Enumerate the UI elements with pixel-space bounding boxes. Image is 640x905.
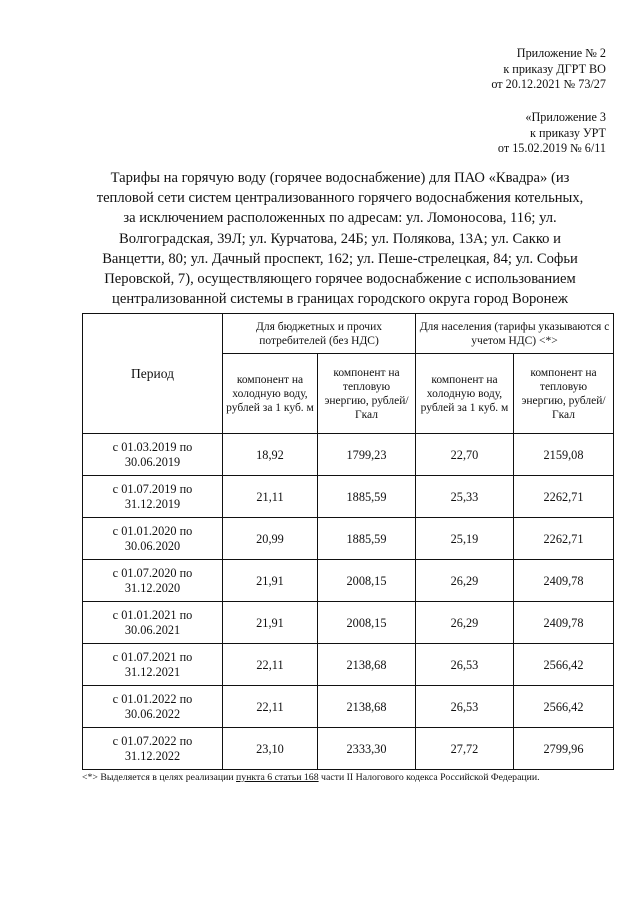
population-cold-cell: 26,53 [416, 644, 514, 686]
budget-group-header: Для бюджетных и прочих потребителей (без НДС) [223, 314, 416, 354]
order-date-number: от 20.12.2021 № 73/27 [491, 77, 606, 91]
budget-cold-cell: 22,11 [223, 686, 318, 728]
table-row [83, 434, 614, 476]
period-cell: с 01.01.2021 по 30.06.2021 [83, 602, 223, 644]
prev-order-date-number: от 15.02.2019 № 6/11 [497, 141, 606, 155]
budget-heat-energy-header: компонент на тепловую энергию, рублей/Гкал [318, 354, 416, 434]
table-row [83, 686, 614, 728]
title-line: централизованной системы в границах городского округа город Воронеж [112, 291, 568, 308]
population-cold-water-header: компонент на холодную воду, рублей за 1 куб. м [416, 354, 514, 434]
table-row [83, 644, 614, 686]
table-row [83, 476, 614, 518]
prev-order-name: к приказу УРТ [530, 125, 606, 140]
footnote [82, 772, 612, 784]
population-heat-cell: 2262,71 [514, 476, 614, 518]
table-row [83, 560, 614, 602]
population-heat-cell: 2409,78 [514, 560, 614, 602]
population-cold-cell: 25,19 [416, 518, 514, 560]
budget-heat-cell: 2008,15 [318, 602, 416, 644]
period-cell: с 01.07.2021 по 31.12.2021 [83, 644, 223, 686]
period-cell: с 01.07.2019 по 31.12.2019 [83, 476, 223, 518]
budget-heat-cell: 2138,68 [318, 644, 416, 686]
population-heat-cell: 2409,78 [514, 602, 614, 644]
budget-cold-water-header: компонент на холодную воду, рублей за 1 куб. м [223, 354, 318, 434]
budget-heat-cell: 2333,30 [318, 728, 416, 770]
population-cold-cell: 22,70 [416, 434, 514, 476]
period-cell: с 01.07.2020 по 31.12.2020 [83, 560, 223, 602]
footnote-prefix: <*> Выделяется в целях реализации [82, 772, 237, 783]
budget-cold-cell: 21,11 [223, 476, 318, 518]
budget-heat-cell: 1799,23 [318, 434, 416, 476]
population-cold-cell: 26,29 [416, 602, 514, 644]
budget-cold-cell: 21,91 [223, 560, 318, 602]
title-line: тепловой сети систем централизованного горячего водоснабжения котельных, [96, 190, 584, 207]
period-cell: с 01.07.2022 по 31.12.2022 [83, 728, 223, 770]
title-line: Волгоградская, 39Л; ул. Курчатова, 24Б; ул. Полякова, 13А; ул. Сакко и [119, 230, 561, 247]
period-column-header: Период [83, 314, 223, 434]
budget-heat-cell: 2008,15 [318, 560, 416, 602]
population-cold-cell: 26,29 [416, 560, 514, 602]
table-row [83, 602, 614, 644]
tax-code-article-link[interactable]: пункта 6 статьи 168 [236, 772, 319, 783]
tariff-table [82, 313, 614, 770]
budget-cold-cell: 21,91 [223, 602, 318, 644]
population-group-header: Для населения (тарифы указываются с учетом НДС) <*> [416, 314, 614, 354]
order-reference-header [491, 46, 606, 93]
table-row [83, 518, 614, 560]
order-appendix-label: Приложение № 2 [516, 46, 606, 60]
prev-appendix-label: «Приложение 3 [525, 110, 606, 124]
previous-order-reference-header [498, 110, 606, 157]
population-cold-cell: 25,33 [416, 476, 514, 518]
population-cold-cell: 27,72 [416, 728, 514, 770]
footnote-suffix: части II Налогового кодекса Российской Федерации. [318, 772, 540, 783]
population-heat-energy-header: компонент на тепловую энергию, рублей/Гкал [514, 354, 614, 434]
period-cell: с 01.03.2019 по 30.06.2019 [83, 434, 223, 476]
budget-heat-cell: 2138,68 [318, 686, 416, 728]
title-line: Тарифы на горячую воду (горячее водоснабжение) для ПАО «Квадра» (из [110, 170, 570, 186]
order-name: к приказу ДГРТ ВО [503, 61, 606, 76]
population-heat-cell: 2799,96 [514, 728, 614, 770]
budget-heat-cell: 1885,59 [318, 518, 416, 560]
title-line: Ванцетти, 80; ул. Дачный проспект, 162; ул. Пеше-стрелецкая, 84; ул. Софьи [102, 250, 578, 267]
budget-cold-cell: 18,92 [223, 434, 318, 476]
budget-cold-cell: 23,10 [223, 728, 318, 770]
budget-heat-cell: 1885,59 [318, 476, 416, 518]
title-line: Перовской, 7), осуществляющего горячее водоснабжение с использованием [104, 271, 576, 288]
population-heat-cell: 2262,71 [514, 518, 614, 560]
document-title [80, 168, 600, 309]
period-cell: с 01.01.2020 по 30.06.2020 [83, 518, 223, 560]
budget-cold-cell: 22,11 [223, 644, 318, 686]
period-cell: с 01.01.2022 по 30.06.2022 [83, 686, 223, 728]
population-heat-cell: 2566,42 [514, 686, 614, 728]
budget-cold-cell: 20,99 [223, 518, 318, 560]
title-line: за исключением расположенных по адресам: ул. Ломоносова, 116; ул. [123, 210, 557, 227]
population-heat-cell: 2159,08 [514, 434, 614, 476]
table-row [83, 728, 614, 770]
population-cold-cell: 26,53 [416, 686, 514, 728]
population-heat-cell: 2566,42 [514, 644, 614, 686]
